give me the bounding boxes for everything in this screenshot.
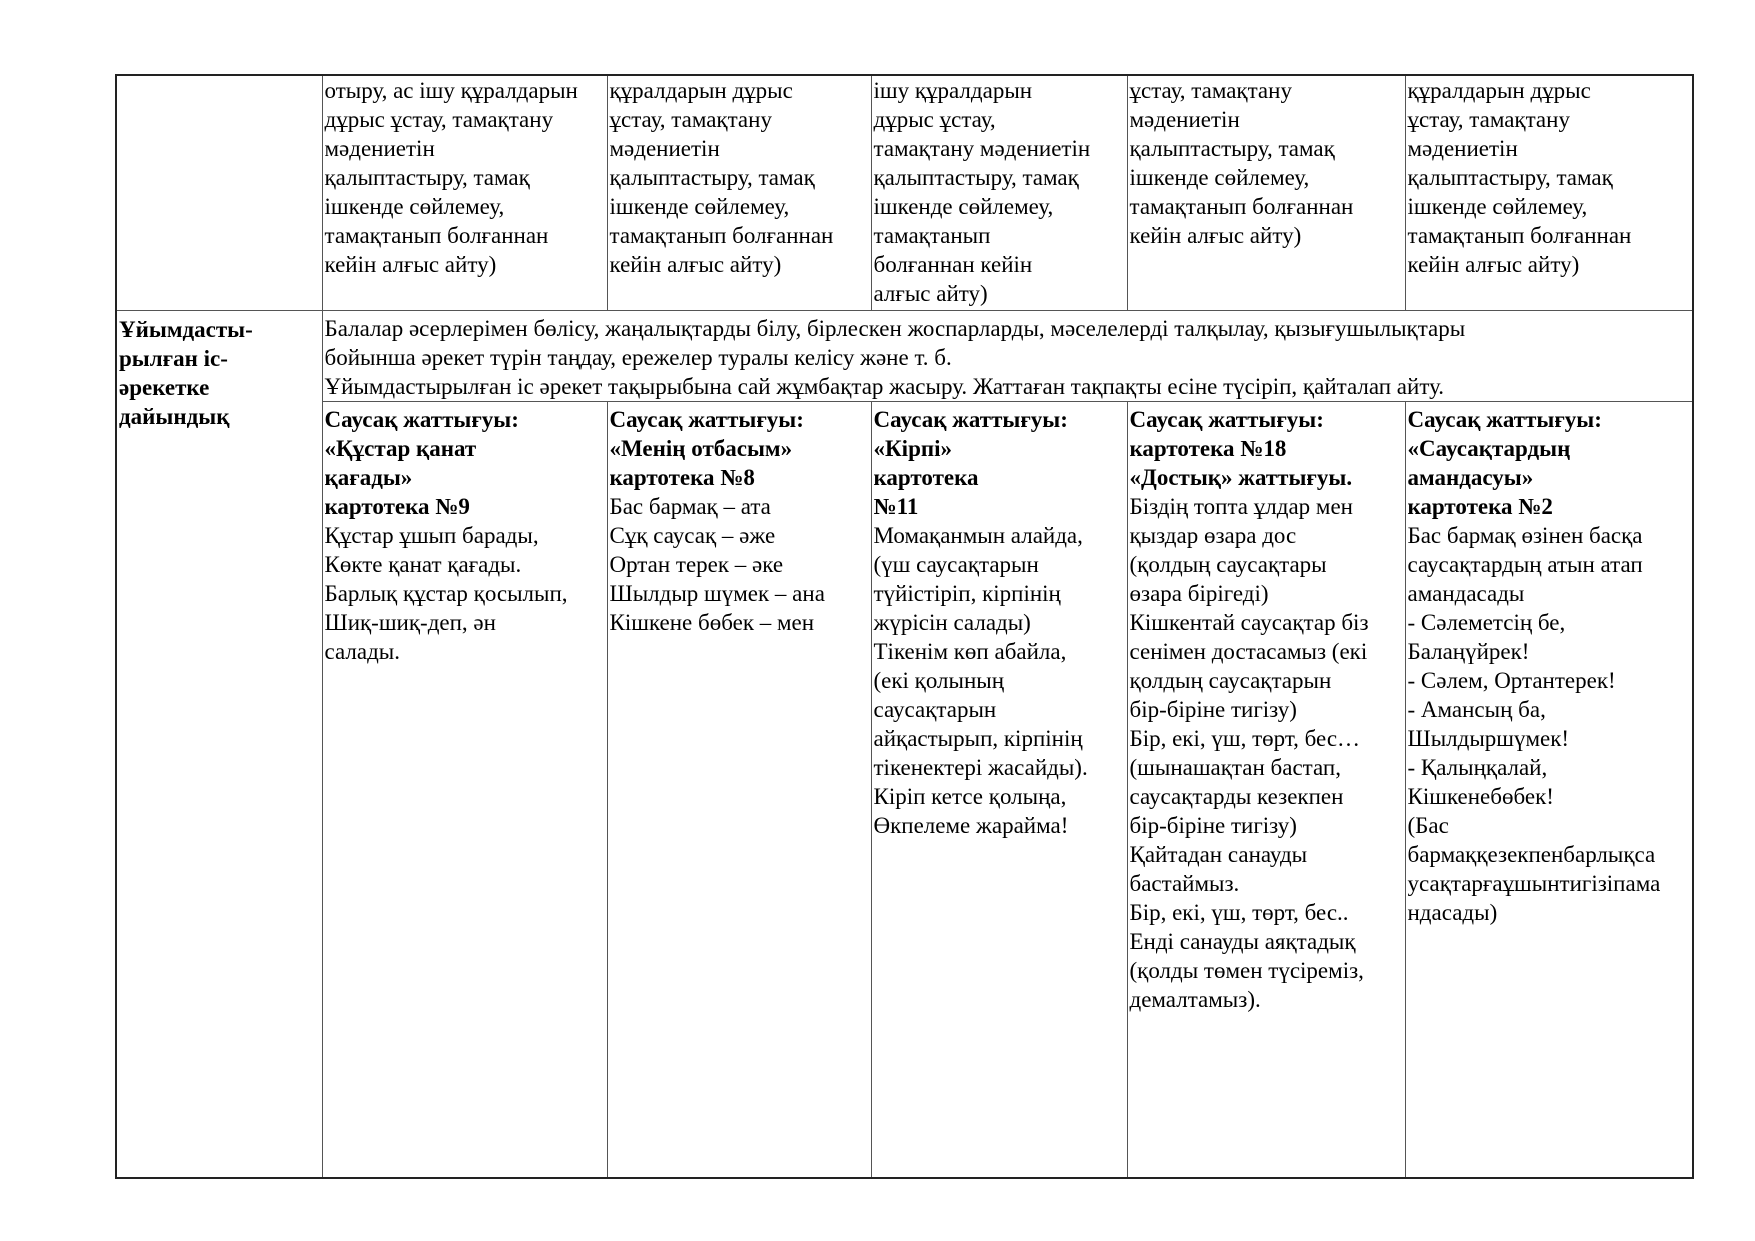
text-line: жүрісін салады): [873, 609, 1031, 635]
text-line: ішкенде сөйлемеу,: [609, 194, 790, 219]
row-meals-label: [116, 75, 322, 310]
text-line: рылған іс-: [119, 345, 228, 371]
text-line: усақтарғаұшынтигізіпама: [1407, 870, 1661, 896]
text-line: айқастырып, кірпінің: [873, 725, 1083, 751]
text-line: «Кірпі»: [873, 435, 953, 461]
text-line: - Амансың ба,: [1407, 696, 1546, 722]
text-line: тамақтанып болғаннан: [609, 223, 834, 248]
text-line: тамақтанып болғаннан: [324, 223, 549, 248]
text-line: әрекетке: [119, 374, 210, 400]
text-line: бойынша әрекет түрін таңдау, ережелер туралы келісу және т. б.: [324, 344, 952, 370]
text-line: өзара бірігеді): [1129, 580, 1269, 606]
text-line: Саусақ жаттығуы:: [324, 406, 519, 432]
text-line: бір-біріне тигізу): [1129, 696, 1297, 722]
text-line: сенімен достасамыз (екі: [1129, 638, 1368, 664]
text-line: амандасады: [1407, 580, 1525, 606]
exercise-cell: [1127, 401, 1405, 1178]
text-line: қалыптастыру, тамақ: [1129, 136, 1335, 161]
text-line: Кішкенебөбек!: [1407, 783, 1554, 809]
text-line: Момақанмын алайда,: [873, 522, 1083, 548]
text-line: картотека: [873, 464, 979, 490]
text-line: демалтамыз).: [1129, 986, 1261, 1012]
text-line: ұстау, тамақтану: [609, 107, 772, 132]
text-line: ішкенде сөйлемеу,: [1407, 194, 1588, 219]
text-line: алғыс айту): [873, 281, 988, 306]
text-line: Саусақ жаттығуы:: [1129, 406, 1324, 432]
row-meals: [116, 75, 1693, 310]
text-line: Өкпелеме жарайма!: [873, 812, 1069, 838]
exercise-cell: [607, 401, 871, 1178]
text-line: Енді санауды аяқтадық: [1129, 928, 1356, 954]
exercise-cell: [1405, 401, 1693, 1178]
text-line: Шиқ-шиқ-деп, ән: [324, 609, 496, 635]
text-line: бастаймыз.: [1129, 870, 1240, 896]
row-meals-cell: [1405, 75, 1693, 310]
text-line: - Сәлем, Ортантерек!: [1407, 667, 1616, 693]
text-line: ішу құралдарын: [873, 78, 1033, 103]
text-line: саусақтарын: [873, 696, 997, 722]
text-line: Саусақ жаттығуы:: [609, 406, 804, 432]
row-prep-intro: [116, 310, 1693, 401]
text-line: (үш саусақтарын: [873, 551, 1039, 577]
text-line: «Құстар қанат: [324, 435, 477, 461]
text-line: амандасуы»: [1407, 464, 1534, 490]
text-line: ндасады): [1407, 899, 1498, 925]
text-line: «Достық» жаттығуы.: [1129, 464, 1353, 490]
text-line: кейін алғыс айту): [609, 252, 782, 277]
text-line: (қолды төмен түсіреміз,: [1129, 957, 1364, 983]
text-line: саусақтардың атын атап: [1407, 551, 1643, 577]
text-line: қалыптастыру, тамақ: [1407, 165, 1613, 190]
text-line: қыздар өзара дос: [1129, 522, 1297, 548]
text-line: ішкенде сөйлемеу,: [324, 194, 505, 219]
row-meals-cell: [1127, 75, 1405, 310]
text-line: Бас бармақ – ата: [609, 493, 771, 519]
text-line: тікенектері жасайды).: [873, 754, 1088, 780]
text-line: Ұйымдастырылған іс әрекет тақырыбына сай жұмбақтар жасыру. Жаттаған тақпақты есіне түсіріп, қайталап айту.: [324, 373, 1445, 399]
row-meals-cell: [607, 75, 871, 310]
text-line: (қолдың саусақтары: [1129, 551, 1327, 577]
text-line: Бір, екі, үш, төрт, бес…: [1129, 725, 1361, 751]
text-line: кейін алғыс айту): [1129, 223, 1302, 248]
text-line: - Сәлеметсің бе,: [1407, 609, 1566, 635]
text-line: Шылдыр шүмек – ана: [609, 580, 825, 606]
exercise-cell: [322, 401, 607, 1178]
text-line: «Саусақтардың: [1407, 435, 1571, 461]
text-line: Көкте қанат қағады.: [324, 551, 522, 577]
text-line: мәдениетін: [1407, 136, 1518, 161]
text-line: дұрыс ұстау,: [873, 107, 996, 132]
text-line: картотека №2: [1407, 493, 1553, 519]
text-line: Қайтадан санауды: [1129, 841, 1308, 867]
text-line: мәдениетін: [1129, 107, 1240, 132]
text-line: картотека №18: [1129, 435, 1287, 461]
text-line: түйістіріп, кірпінің: [873, 580, 1061, 606]
text-line: Барлық құстар қосылып,: [324, 580, 568, 606]
text-line: Тікенім көп абайла,: [873, 638, 1067, 664]
text-line: - Қалыңқалай,: [1407, 754, 1548, 780]
text-line: тамақтану мәдениетін: [873, 136, 1091, 161]
text-line: Ұйымдасты-: [119, 316, 253, 342]
text-line: Саусақ жаттығуы:: [1407, 406, 1602, 432]
text-line: бармаққезекпенбарлықса: [1407, 841, 1656, 867]
text-line: қалыптастыру, тамақ: [873, 165, 1079, 190]
text-line: Бас бармақ өзінен басқа: [1407, 522, 1643, 548]
text-line: тамақтанып: [873, 223, 991, 248]
row-meals-cell: [871, 75, 1127, 310]
text-line: отыру, ас ішу құралдарын: [324, 78, 578, 103]
text-line: кейін алғыс айту): [1407, 252, 1580, 277]
text-line: Кіріп кетсе қолыңа,: [873, 783, 1067, 809]
text-line: Кішкене бөбек – мен: [609, 609, 815, 635]
text-line: картотека №9: [324, 493, 470, 519]
text-line: саусақтарды кезекпен: [1129, 783, 1344, 809]
text-line: мәдениетін: [324, 136, 435, 161]
text-line: құралдарын дұрыс: [609, 78, 793, 103]
plan-table: [115, 74, 1694, 1179]
text-line: Ортан терек – әке: [609, 551, 784, 577]
text-line: тамақтанып болғаннан: [1407, 223, 1632, 248]
text-line: тамақтанып болғаннан: [1129, 194, 1354, 219]
text-line: Сұқ саусақ – әже: [609, 522, 776, 548]
text-line: (Бас: [1407, 812, 1449, 838]
text-line: Біздің топта ұлдар мен: [1129, 493, 1353, 519]
text-line: мәдениетін: [609, 136, 720, 161]
text-line: «Менің отбасым»: [609, 435, 793, 461]
text-line: Құстар ұшып барады,: [324, 522, 539, 548]
text-line: ұстау, тамақтану: [1129, 78, 1292, 103]
row-prep-exercises: [116, 401, 1693, 1178]
text-line: ұстау, тамақтану: [1407, 107, 1570, 132]
text-line: Кішкентай саусақтар біз: [1129, 609, 1369, 635]
text-line: Балаңүйрек!: [1407, 638, 1530, 664]
text-line: қалыптастыру, тамақ: [609, 165, 815, 190]
text-line: Балалар әсерлерімен бөлісу, жаңалықтарды білу, бірлескен жоспарларды, мәселелерді талқылау, қызығушылықтары: [324, 315, 1466, 341]
text-line: Саусақ жаттығуы:: [873, 406, 1068, 432]
text-line: кейін алғыс айту): [324, 252, 497, 277]
text-line: №11: [873, 493, 919, 519]
text-line: қолдың саусақтарын: [1129, 667, 1332, 693]
row-meals-cell: [322, 75, 607, 310]
text-line: (екі қолының: [873, 667, 1005, 693]
row-prep-label: [116, 310, 322, 1178]
text-line: қағады»: [324, 464, 413, 490]
text-line: Шылдыршүмек!: [1407, 725, 1570, 751]
text-line: картотека №8: [609, 464, 755, 490]
text-line: (шынашақтан бастап,: [1129, 754, 1341, 780]
text-line: қалыптастыру, тамақ: [324, 165, 530, 190]
text-line: болғаннан кейін: [873, 252, 1033, 277]
text-line: дайындық: [119, 403, 230, 429]
row-prep-wide: [322, 310, 1693, 401]
text-line: салады.: [324, 638, 400, 664]
text-line: Бір, екі, үш, төрт, бес..: [1129, 899, 1349, 925]
text-line: құралдарын дұрыс: [1407, 78, 1591, 103]
text-line: бір-біріне тигізу): [1129, 812, 1297, 838]
exercise-cell: [871, 401, 1127, 1178]
text-line: ішкенде сөйлемеу,: [873, 194, 1054, 219]
text-line: ішкенде сөйлемеу,: [1129, 165, 1310, 190]
text-line: дұрыс ұстау, тамақтану: [324, 107, 554, 132]
